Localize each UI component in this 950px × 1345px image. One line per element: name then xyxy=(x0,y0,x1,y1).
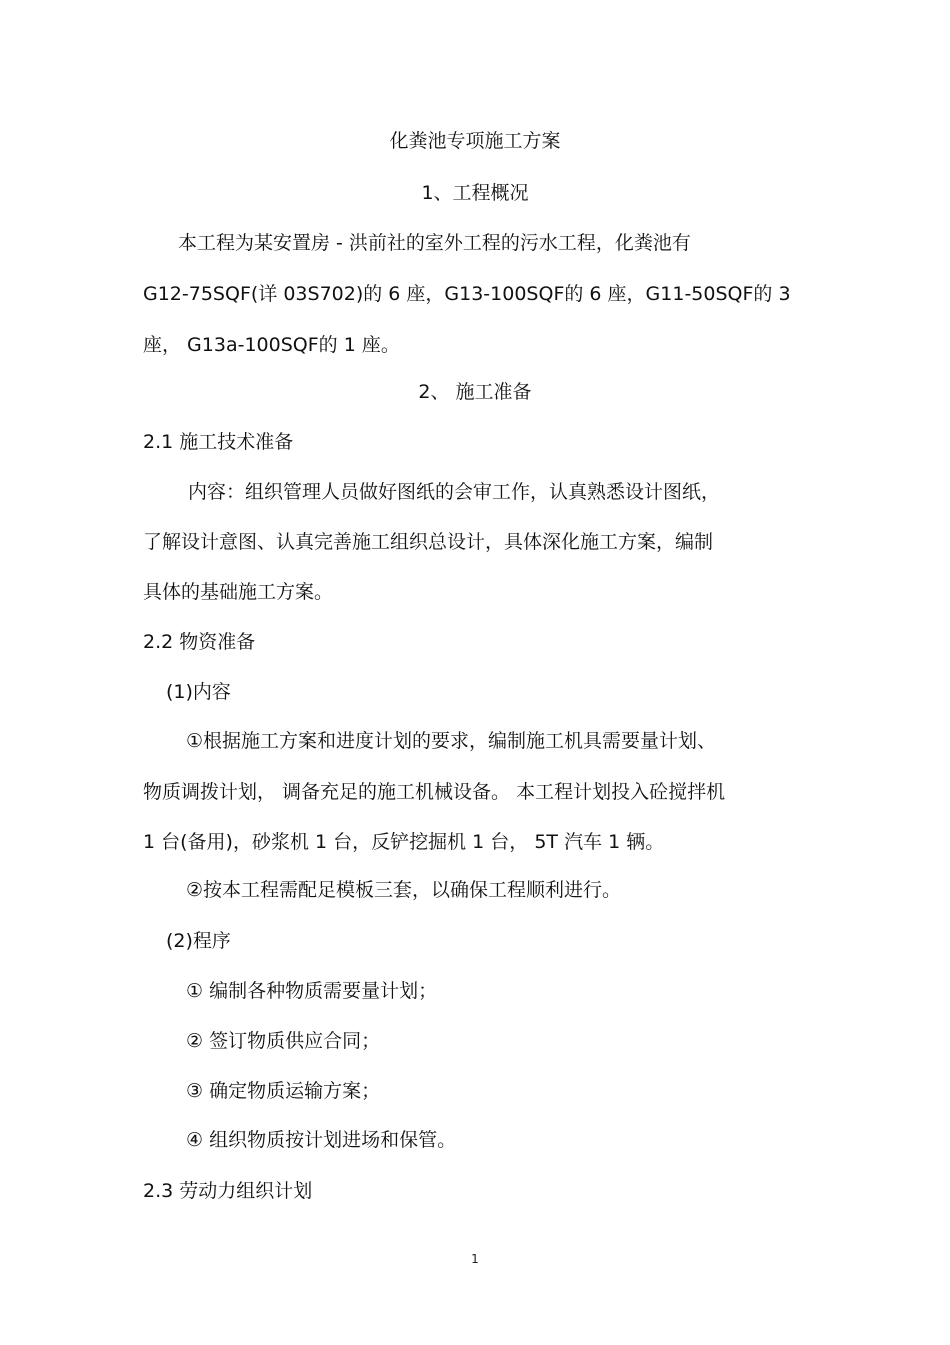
s2-2-item2: ②按本工程需配足模板三套，以确保工程顺利进行。 xyxy=(186,879,622,901)
s2-2-step-2: ② 签订物质供应合同； xyxy=(186,1030,381,1052)
section-2-3-heading: 2.3 劳动力组织计划 xyxy=(143,1180,313,1202)
s2-2-item1-line-3: 1 台(备用)，砂浆机 1 台，反铲挖掘机 1 台， 5T 汽车 1 辆。 xyxy=(143,831,665,853)
s2-2-sub-heading-2: (2)程序 xyxy=(166,930,231,952)
s2-1-para-line-3: 具体的基础施工方案。 xyxy=(143,581,334,603)
s1-para-line-1: 本工程为某安置房 - 洪前社的室外工程的污水工程，化粪池有 xyxy=(178,232,691,254)
s1-para-line-2: G12-75SQF(详 03S702)的 6 座，G13-100SQF的 6 座，G11-50SQF的 3 xyxy=(143,283,791,305)
s2-2-step-1: ① 编制各种物质需要量计划； xyxy=(186,980,438,1002)
s2-2-step-4: ④ 组织物质按计划进场和保管。 xyxy=(186,1129,457,1151)
document-title: 化粪池专项施工方案 xyxy=(389,130,561,152)
section-2-1-heading: 2.1 施工技术准备 xyxy=(143,431,294,453)
s2-1-para-line-1: 内容：组织管理人员做好图纸的会审工作，认真熟悉设计图纸， xyxy=(188,481,721,503)
s2-2-item1-line-1: ①根据施工方案和进度计划的要求，编制施工机具需要量计划、 xyxy=(186,730,717,752)
page-number: 1 xyxy=(471,1252,479,1266)
s2-2-sub-heading-1: (1)内容 xyxy=(166,681,231,703)
s2-2-item1-line-2: 物质调拨计划， 调备充足的施工机械设备。 本工程计划投入砼搅拌机 xyxy=(143,781,726,803)
section-2-heading: 2、 施工准备 xyxy=(418,381,532,403)
s2-1-para-line-2: 了解设计意图、认真完善施工组织总设计，具体深化施工方案，编制 xyxy=(143,531,714,553)
s2-2-step-3: ③ 确定物质运输方案； xyxy=(186,1080,381,1102)
s1-para-line-3: 座， G13a-100SQF的 1 座。 xyxy=(143,334,400,356)
section-2-2-heading: 2.2 物资准备 xyxy=(143,631,256,653)
section-1-heading: 1、工程概况 xyxy=(421,182,529,204)
